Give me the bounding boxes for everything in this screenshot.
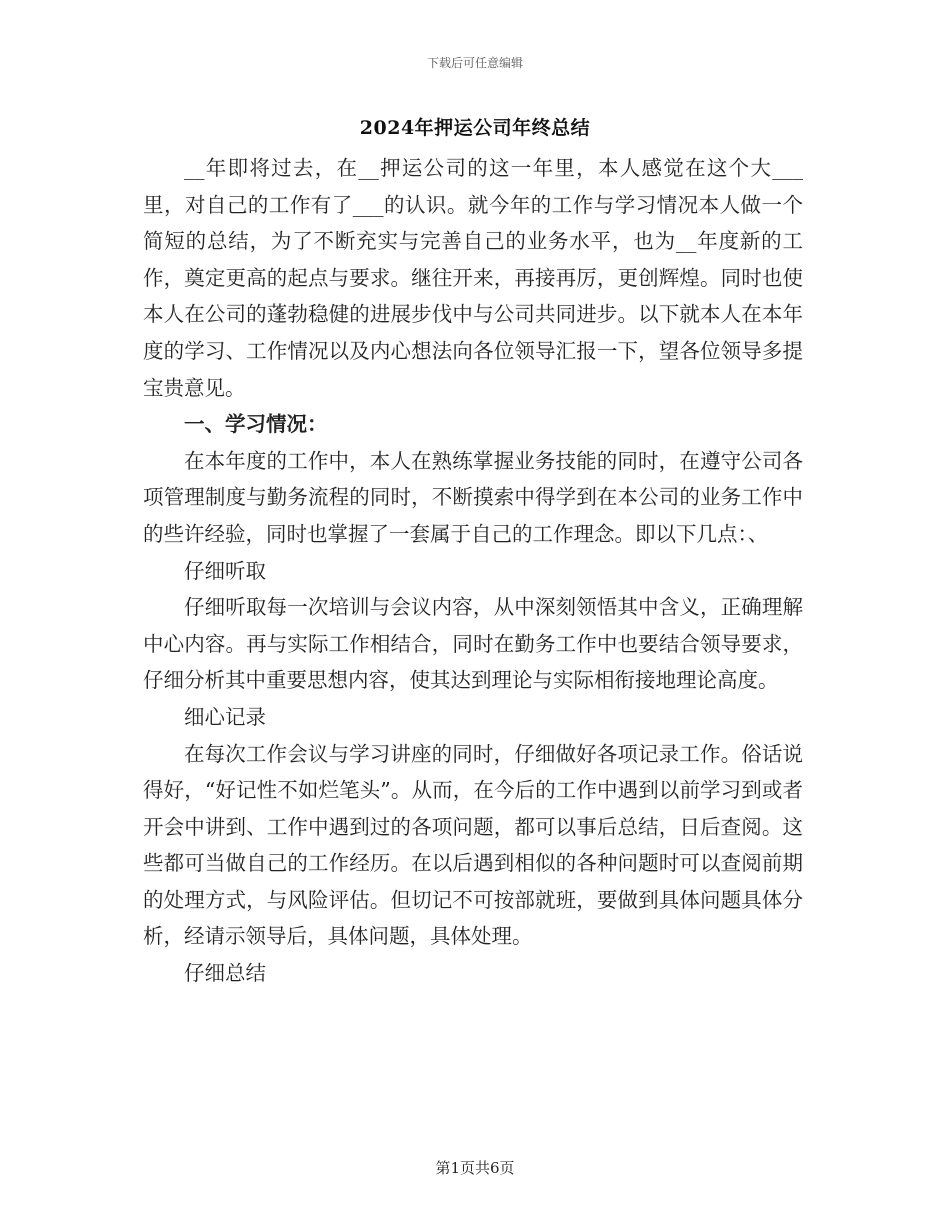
paragraph-intro: __年即将过去，在__押运公司的这一年里，本人感觉在这个大___里，对自己的工作有了___的认识。就今年的工作与学习情况本人做一个简短的总结，为了不断充实与完善自己的业务水平，也为__年度新的工作，奠定更高的起点与要求。继往开来，再接再厉，更创辉煌。同时也使本人在公司的蓬勃稳健的进展步伐中与公司共同进步。以下就本人在本年度的学习、工作情况以及内心想法向各位领导汇报一下，望各位领导多提宝贵意见。	[143, 156, 803, 400]
document-body	[143, 150, 803, 992]
page-footer: 第1页共6页	[435, 1159, 515, 1177]
paragraph-study: 在本年度的工作中，本人在熟练掌握业务技能的同时，在遵守公司各项管理制度与勤务流程的同时，不断摸索中得学到在本公司的业务工作中的些许经验，同时也掌握了一套属于自己的工作理念。即以下几点：、	[143, 448, 803, 546]
subheading-listen: 仔细听取	[184, 558, 266, 583]
document-title: 2024年押运公司年终总结	[359, 117, 591, 139]
paragraph-listen: 仔细听取每一次培训与会议内容，从中深刻领悟其中含义，正确理解中心内容。再与实际工作相结合，同时在勤务工作中也要结合领导要求，仔细分析其中重要思想内容，使其达到理论与实际相衔接地理论高度。	[143, 595, 803, 693]
section-heading-study: 一、学习情况：	[184, 412, 328, 437]
paragraph-record: 在每次工作会议与学习讲座的同时，仔细做好各项记录工作。俗话说得好，“好记性不如烂笔头”。从而，在今后的工作中遇到以前学习到或者开会中讲到、工作中遇到过的各项问题，都可以事后总结，日后查阅。这些都可当做自己的工作经历。在以后遇到相似的各种问题时可以查阅前期的处理方式，与风险评估。但切记不可按部就班，要做到具体问题具体分析，经请示领导后，具体问题，具体处理。	[143, 741, 803, 949]
subheading-record: 细心记录	[184, 704, 266, 729]
header-note: 下载后可任意编辑	[426, 56, 523, 70]
subheading-summary: 仔细总结	[184, 961, 266, 986]
